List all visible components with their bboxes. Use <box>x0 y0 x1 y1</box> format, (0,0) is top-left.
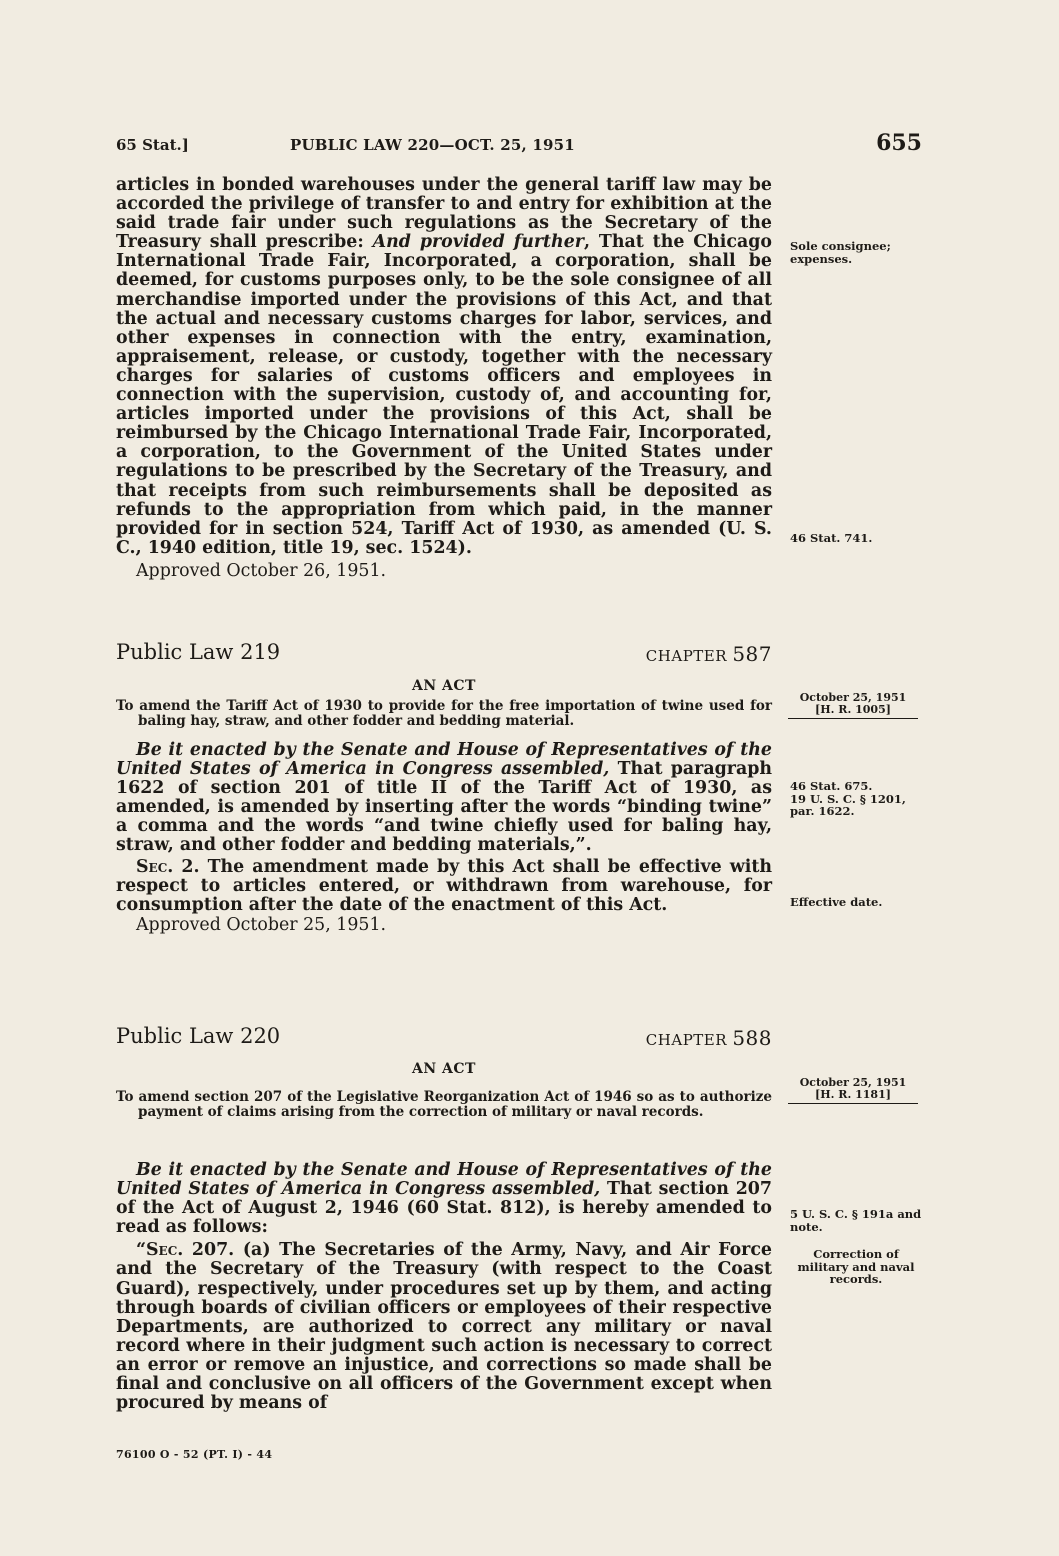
law-219-heading <box>116 640 772 668</box>
margin-line: 46 Stat. 675. <box>790 779 873 793</box>
law-220-section-207 <box>116 1241 772 1413</box>
print-code: 76100 O - 52 (PT. I) - 44 <box>116 1448 273 1461</box>
section-1-text: That section 207 of the Act of August 2, 1946 (60 Stat. 812), is hereby amended to read as follows: <box>116 1179 772 1238</box>
stat-reference: 65 Stat.] <box>116 136 189 154</box>
law-219-body <box>116 741 772 935</box>
law-220-body <box>116 1161 772 1413</box>
approved-line: Approved October 25, 1951. <box>136 914 387 935</box>
margin-date-line: October 25, 1951 <box>799 691 907 704</box>
law-220-summary: To amend section 207 of the Legislative Reorganization Act of 1946 so as to authorize payment of claims arising from the correction of military or naval records. <box>116 1089 772 1120</box>
header-title: PUBLIC LAW 220—OCT. 25, 1951 <box>290 136 575 154</box>
law-219-section-2 <box>116 858 772 915</box>
sec-2-text: The amendment made by this Act shall be effective with respect to articles entered, or withdrawn from warehouse, for consumption after the date of the enactment of this Act. <box>116 856 772 915</box>
margin-note-stat-741: 46 Stat. 741. <box>790 531 873 545</box>
continuation-block <box>116 176 772 581</box>
chapter-number: 588 <box>732 1026 772 1050</box>
law-219-an-act: AN ACT <box>412 678 476 694</box>
chapter-label: CHAPTER <box>645 1031 728 1049</box>
law-220-section-1 <box>116 1161 772 1237</box>
law-220-an-act: AN ACT <box>412 1061 476 1077</box>
margin-note-usc-191a: 5 U. S. C. § 191a and note. <box>790 1207 922 1234</box>
running-header <box>116 130 922 160</box>
margin-note-sole-consignee: Sole consignee; expenses. <box>790 239 891 266</box>
margin-line: 19 U. S. C. § 1201, <box>790 791 906 806</box>
margin-date-law-220 <box>788 1077 918 1104</box>
law-220-heading <box>116 1024 772 1052</box>
law-219-chapter <box>646 642 772 666</box>
margin-date-line: October 25, 1951 <box>799 1076 907 1089</box>
margin-note-effective-date: Effective date. <box>790 895 883 909</box>
law-220-chapter <box>646 1026 772 1050</box>
sec-207-label: “Sec. 207. <box>136 1240 235 1261</box>
law-219-summary: To amend the Tariff Act of 1930 to provide for the free importation of twine used for baling hay, straw, and other fodder and bedding material. <box>116 698 772 729</box>
margin-line: par. 1622. <box>790 804 855 818</box>
margin-note-stat-675 <box>790 780 928 818</box>
law-219-section-1 <box>116 741 772 856</box>
section-1-text: That paragraph 1622 of section 201 of title II of the Tariff Act of 1930, as amended, is amended by inserting after the words “binding twine” a comma and the words “and twine chiefly used for baling hay, straw, and other fodder and bedding materials,”. <box>116 759 773 856</box>
margin-date-law-219 <box>788 692 918 719</box>
margin-bill-number: [H. R. 1181] <box>788 1089 918 1104</box>
chapter-label: CHAPTER <box>645 647 728 665</box>
margin-note-correction: Correction of military and naval records. <box>797 1247 915 1286</box>
enacting-clause: Be it enacted by the Senate and House of Representatives of the United States of America in Congress assembled, <box>116 740 772 780</box>
sec-2-label: Sec. 2. <box>136 856 200 877</box>
approved-line: Approved October 26, 1951. <box>136 560 387 581</box>
sec-207-text: (a) The Secretaries of the Army, Navy, and Air Force and the Secretary of the Treasury (with respect to the Coast Guard), respectively, under procedures set up by them, and acting through boards of civilian officers or employees of their respective Departments, are authorized to correct any military or naval record where in their judgment such action is necessary to correct an error or remove an injustice, and corrections so made shall be final and conclusive on all officers of the Government except when procured by means of <box>116 1240 772 1414</box>
enacting-clause: Be it enacted by the Senate and House of Representatives of the United States of America in Congress assembled, <box>116 1160 772 1200</box>
chapter-number: 587 <box>732 642 772 666</box>
continuation-text-a: articles in bonded warehouses under the general tariff law may be accorded the privilege of transfer to and entry for exhibition at the said trade fair under such regulations as the Secretary of the Treasury shall prescribe: <box>116 175 772 253</box>
law-220-title: Public Law 220 <box>116 1024 281 1048</box>
page-number: 655 <box>876 130 922 156</box>
margin-bill-number: [H. R. 1005] <box>788 704 918 719</box>
continuation-italic: And provided further <box>372 232 584 253</box>
law-219-title: Public Law 219 <box>116 640 281 664</box>
continuation-paragraph <box>116 176 772 558</box>
continuation-text-b: , That the Chicago International Trade Fair, Incorporated, a corporation, shall be deemed, for customs purposes only, to be the sole consignee of all merchandise imported under the provisions of this Act, and that the actual and necessary customs charges for labor, services, and other expenses in connection with the entry, examination, appraisement, release, or custody, together with the necessary charges for salaries of customs officers and employees in connection with the supervision, custody of, and accounting for, articles imported under the provisions of this Act, shall be reimbursed by the Chicago International Trade Fair, Incorporated, a corporation, to the Government of the United States under regulations to be prescribed by the Secretary of the Treasury, and that receipts from such reimbursements shall be deposited as refunds to the appropriation from which paid, in the manner provided for in section 524, Tariff Act of 1930, as amended (U. S. C., 1940 edition, title 19, sec. 1524). <box>116 232 772 558</box>
